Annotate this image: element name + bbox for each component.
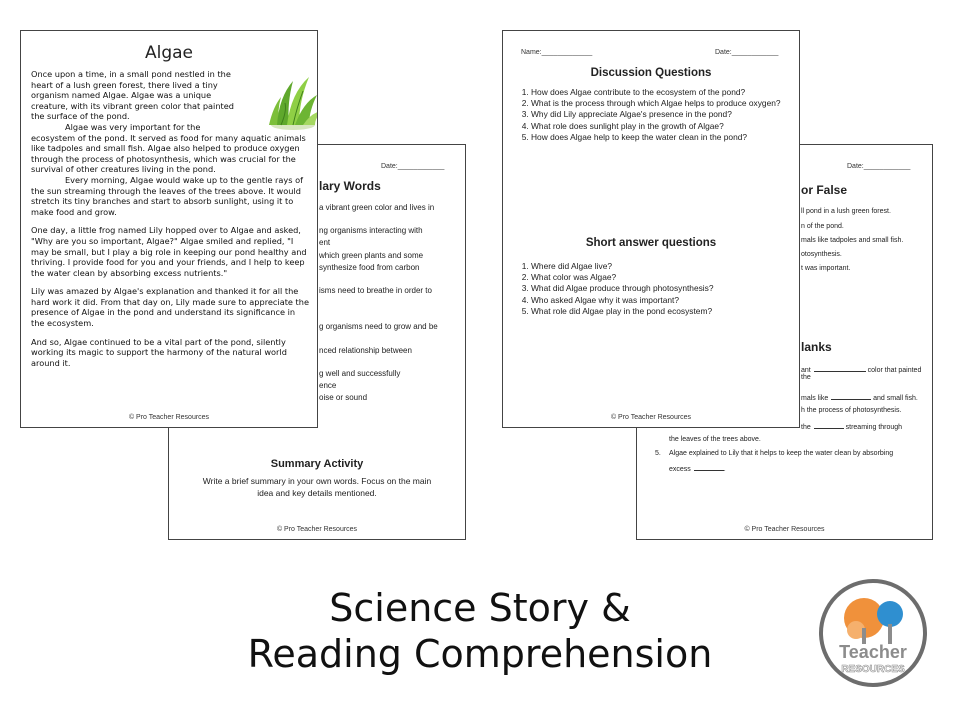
story-paragraph: And so, Algae continued to be a vital part of the pond, silently working its magic to support the harmony of the natural world around it. bbox=[31, 336, 287, 368]
name-field: Name:_____________ bbox=[521, 49, 593, 56]
answer-blank[interactable] bbox=[694, 464, 724, 471]
blank-text: the bbox=[801, 424, 811, 431]
story-title: Algae bbox=[144, 43, 194, 63]
blank-line-4b: the leaves of the trees above. bbox=[669, 436, 761, 443]
blank-line-3: h the process of photosynthesis. bbox=[801, 407, 902, 414]
page-footer: © Pro Teacher Resources bbox=[744, 526, 825, 533]
list-item: 4. What role does sunlight play in the growth of Algae? bbox=[531, 121, 800, 132]
blank-text: streaming through bbox=[845, 424, 903, 431]
blank-text: mals like bbox=[801, 395, 829, 402]
title-line-2: Reading Comprehension bbox=[247, 632, 713, 676]
discussion-questions-page bbox=[502, 30, 800, 428]
story-paragraph: Algae was very important for the ecosystem of the pond. It served as food for many aquatic animals like tadpoles and small fish. Algae also helped to produce oxygen through the process of photosynthesis, which was crucial for the survival of other creatures living in the pond. bbox=[31, 121, 306, 175]
list-item: 4. Who asked Algae why it was important? bbox=[531, 295, 800, 306]
blank-text: and small fish. bbox=[873, 395, 918, 402]
tf-line: ll pond in a lush green forest. bbox=[801, 208, 891, 215]
blank-line-4 bbox=[801, 422, 902, 431]
discussion-heading: Discussion Questions bbox=[590, 67, 712, 79]
short-answer-list bbox=[513, 261, 800, 317]
vocab-line: ng organisms interacting with bbox=[319, 226, 423, 235]
short-answer-heading: Short answer questions bbox=[585, 237, 717, 249]
summary-activity-heading: Summary Activity bbox=[270, 458, 364, 470]
blank-line-1 bbox=[801, 365, 932, 381]
story-paragraph: Once upon a time, in a small pond nestled in the heart of a lush green forest, there lived a tiny organism named Algae. Algae was a unique creature, with its vibrant green color that painted the surface of the pond. bbox=[31, 69, 234, 122]
date-field: Date:____________ bbox=[715, 49, 779, 56]
list-item: 1. How does Algae contribute to the ecosystem of the pond? bbox=[531, 87, 800, 98]
blank-text: color that painted the bbox=[801, 367, 922, 381]
summary-instructions: Write a brief summary in your own words. Focus on the main idea and key details mentioned. bbox=[202, 476, 432, 498]
vocab-line: g well and successfully bbox=[319, 369, 401, 378]
list-item: 2. What is the process through which Algae helps to produce oxygen? bbox=[531, 98, 800, 109]
page-footer: © Pro Teacher Resources bbox=[610, 414, 692, 421]
answer-blank[interactable] bbox=[814, 365, 866, 372]
list-item: 3. What did Algae produce through photosynthesis? bbox=[531, 283, 800, 294]
tf-line: n of the pond. bbox=[801, 223, 844, 230]
tf-line: t was important. bbox=[801, 265, 851, 272]
discussion-list bbox=[513, 87, 800, 143]
fill-blanks-heading: lanks bbox=[801, 340, 832, 354]
date-field: Date:____________ bbox=[847, 163, 911, 170]
blank-line-5b: excess . bbox=[669, 466, 726, 473]
vocab-line: a vibrant green color and lives in bbox=[319, 203, 435, 212]
logo-text-resources: RESOURCES bbox=[841, 664, 905, 675]
algae-plant-icon bbox=[259, 67, 318, 133]
list-item: 5. What role did Algae play in the pond ecosystem? bbox=[531, 306, 800, 317]
blank-line-5: Algae explained to Lily that it helps to keep the water clean by absorbing bbox=[669, 450, 894, 457]
title-line-1: Science Story & bbox=[329, 586, 631, 630]
vocab-line: isms need to breathe in order to bbox=[319, 286, 432, 295]
vocab-line: g organisms need to grow and be bbox=[319, 322, 438, 331]
vocab-line: ence bbox=[319, 381, 337, 390]
answer-blank[interactable] bbox=[831, 393, 871, 400]
vocab-line: oise or sound bbox=[319, 393, 368, 402]
vocab-line: nced relationship between bbox=[319, 346, 412, 355]
page-footer: © Pro Teacher Resources bbox=[128, 414, 210, 421]
list-item: 2. What color was Algae? bbox=[531, 272, 800, 283]
teacher-resources-logo bbox=[818, 578, 928, 688]
tf-line: otosynthesis. bbox=[801, 251, 842, 258]
story-paragraph: Every morning, Algae would wake up to the gentle rays of the sun streaming through the leaves of the trees above. It would stretch its tiny branches and start to absorb sunlight, using it to make food and grow. bbox=[31, 174, 304, 217]
page-footer: © Pro Teacher Resources bbox=[276, 526, 358, 533]
list-item: 5. How does Algae help to keep the water clean in the pond? bbox=[531, 132, 800, 143]
vocab-line: synthesize food from carbon bbox=[319, 263, 420, 272]
answer-blank[interactable] bbox=[814, 422, 844, 429]
blank-text: excess bbox=[669, 466, 691, 473]
date-field: Date:____________ bbox=[381, 163, 445, 170]
story-paragraph: Lily was amazed by Algae's explanation and thanked it for all the hard work it did. From that day on, Lily made sure to appreciate the presence of Algae in the pond and understand its significance in the ecosystem. bbox=[31, 286, 309, 329]
vocab-line: ent bbox=[319, 238, 331, 247]
true-false-heading: or False bbox=[801, 183, 848, 197]
story-page bbox=[20, 30, 318, 428]
list-item: 1. Where did Algae live? bbox=[531, 261, 800, 272]
tf-line: mals like tadpoles and small fish. bbox=[801, 237, 904, 244]
list-item: 3. Why did Lily appreciate Algae's presence in the pond? bbox=[531, 109, 800, 120]
vocabulary-heading: lary Words bbox=[319, 179, 381, 193]
vocab-line: which green plants and some bbox=[319, 251, 424, 260]
blank-line-2 bbox=[801, 393, 918, 402]
blank-text: ant bbox=[801, 367, 811, 374]
product-title bbox=[210, 585, 750, 677]
item-number: 5. bbox=[655, 450, 661, 457]
logo-text-teacher: Teacher bbox=[839, 642, 907, 662]
story-paragraph: One day, a little frog named Lily hopped over to Algae and asked, "Why are you so important, Algae?" Algae smiled and replied, "I may be small, but I play a big role in keeping our pond healthy and thriving. I provide food for you and your friends, and I help to keep the water clean by absorbing excess nutrients." bbox=[31, 225, 307, 278]
